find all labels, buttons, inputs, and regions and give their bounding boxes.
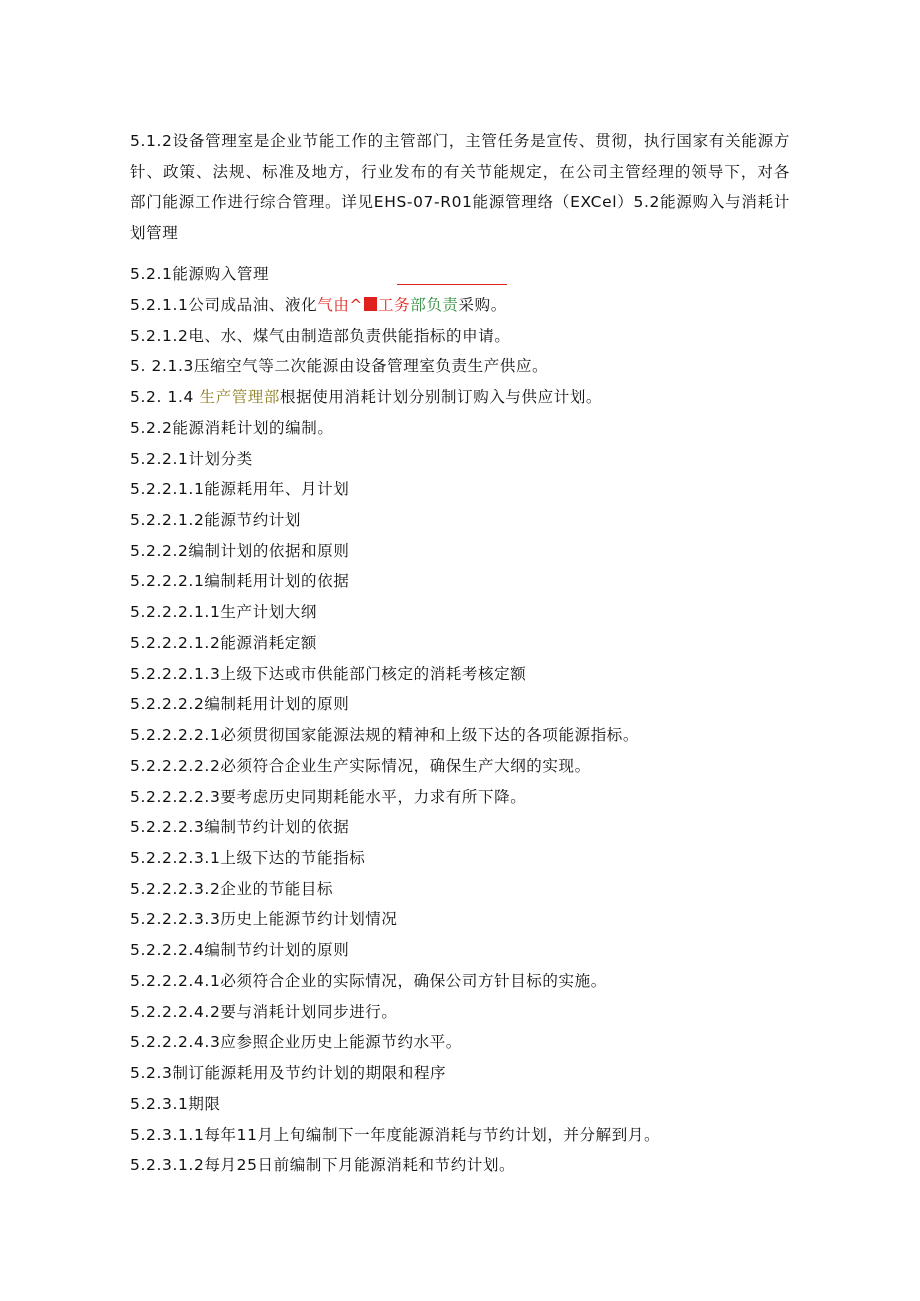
doc-line: 5.2.2.2.3.2企业的节能目标 [130,880,334,898]
doc-line: 5.2.2.2.1编制耗用计划的依据 [130,572,350,590]
doc-line: 5.2.2.2.1.3上级下达或市供能部门核定的消耗考核定额 [130,665,527,683]
heading-5-2-1: 5.2.1能源购入管理 [130,265,270,283]
item-5-2-1-2: 5.2.1.2电、水、煤气由制造部负责供能指标的申请。 [130,327,511,345]
doc-line: 5.2.2.2.2.2必须符合企业生产实际情况，确保生产大纲的实现。 [130,757,591,775]
doc-line: 5.2.2.2.4.1必须符合企业的实际情况，确保公司方针目标的实施。 [130,972,607,990]
doc-line: 5.2.2.2.1.1生产计划大纲 [130,603,318,621]
doc-line: 5.2.2.2.3.1上级下达的节能指标 [130,849,366,867]
doc-line: 5.2.3.1.2每月25日前编制下月能源消耗和节约计划。 [130,1156,516,1174]
item-5-2-1-4 [130,387,602,407]
doc-line: 5.2.3.1期限 [130,1095,221,1113]
item-5-2-1-4-prefix: 5.2. 1.4 [130,388,194,406]
doc-line: 5.2.2.1计划分类 [130,450,253,468]
item-5-2-1-1 [130,295,507,315]
red-underline-mark [397,284,507,285]
item-5-2-1-1-prefix: 5.2.1.1公司成品油、液化 [130,296,318,314]
doc-line: 5.2.2.2.3编制节约计划的依据 [130,818,350,836]
doc-line: 5.2.2.2.2.3要考虑历史同期耗能水平，力求有所下降。 [130,788,527,806]
doc-line: 5.2.2.2.1.2能源消耗定额 [130,634,318,652]
doc-line: 5.2.2.2.3.3历史上能源节约计划情况 [130,910,398,928]
item-5-2-1-4-olive-text: 生产管理部 [199,388,281,406]
item-5-2-1-1-suffix: 采购。 [458,296,507,314]
doc-line: 5.2.3.1.1每年11月上旬编制下一年度能源消耗与节约计划，并分解到月。 [130,1126,661,1144]
item-5-2-1-4-suffix: 根据使用消耗计划分别制订购入与供应计划。 [280,388,603,406]
item-5-2-1-1-red-text-2: 工务 [378,296,411,314]
doc-line: 5.2.2能源消耗计划的编制。 [130,419,334,437]
intro-paragraph: 5.1.2设备管理室是企业节能工作的主管部门，主管任务是宣传、贯彻，执行国家有关能源方针、政策、法规、标准及地方，行业发布的有关节能规定，在公司主管经理的领导下，对各部门能源工作进行综合管理。详见EHS-07-R01能源管理络（EXCel）5.2能源购入与消耗计划管理 [130,132,790,242]
doc-line: 5.2.2.1.2能源节约计划 [130,511,302,529]
doc-line: 5.2.2.2编制计划的依据和原则 [130,542,350,560]
doc-line: 5.2.2.1.1能源耗用年、月计划 [130,480,350,498]
doc-line: 5.2.2.2.4编制节约计划的原则 [130,941,350,959]
doc-line: 5.2.2.2.4.2要与消耗计划同步进行。 [130,1003,398,1021]
doc-line: 5.2.3制订能源耗用及节约计划的期限和程序 [130,1064,447,1082]
doc-line: 5.2.2.2.2编制耗用计划的原则 [130,695,350,713]
item-5-2-1-1-red-text: 气由^ [317,296,364,314]
red-block-mark [364,297,377,311]
doc-line: 5.2.2.2.2.1必须贯彻国家能源法规的精神和上级下达的各项能源指标。 [130,726,640,744]
item-5-2-1-1-green-text: 部负责 [410,296,459,314]
item-5-2-1-3: 5. 2.1.3压缩空气等二次能源由设备管理室负责生产供应。 [130,357,549,375]
doc-line: 5.2.2.2.4.3应参照企业历史上能源节约水平。 [130,1033,462,1051]
